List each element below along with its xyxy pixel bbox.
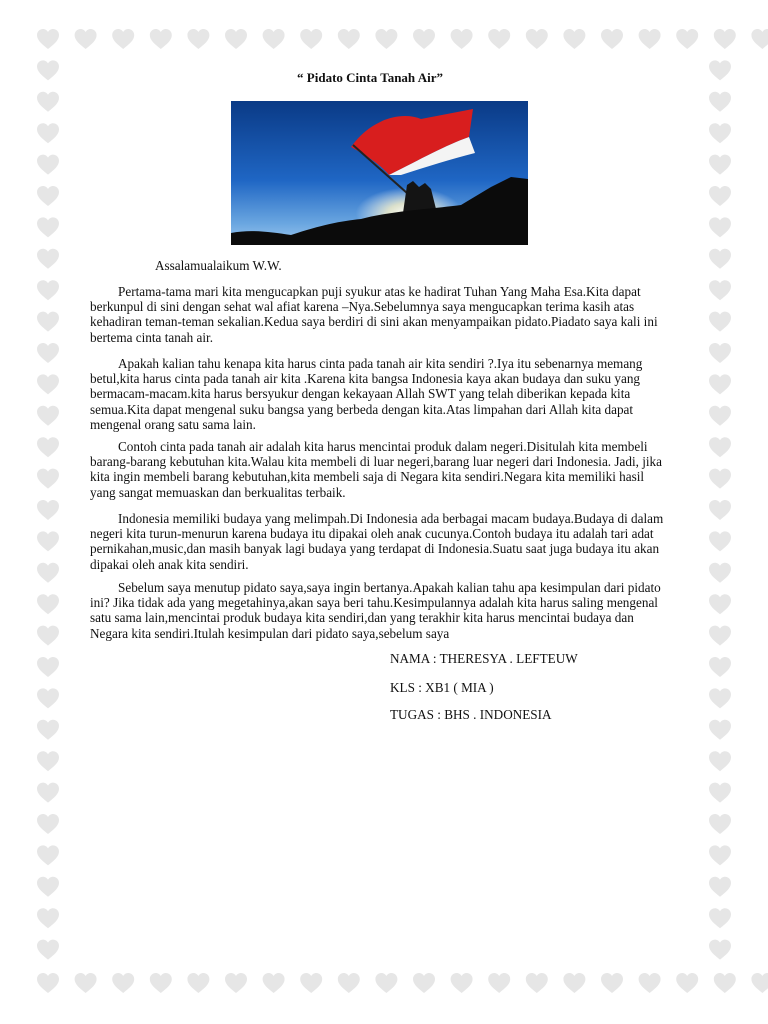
heart-icon: [714, 973, 736, 993]
heart-icon: [300, 973, 322, 993]
heart-icon: [709, 406, 731, 426]
heart-icon: [37, 469, 59, 489]
heart-icon: [187, 29, 209, 49]
heart-icon: [709, 280, 731, 300]
heart-icon: [709, 469, 731, 489]
heart-icon: [75, 29, 97, 49]
heart-icon: [225, 29, 247, 49]
heart-icon: [488, 29, 510, 49]
heart-icon: [751, 29, 768, 49]
heart-icon: [709, 500, 731, 520]
heart-icon: [709, 877, 731, 897]
heart-icon: [709, 720, 731, 740]
paragraph-5: Sebelum saya menutup pidato saya,saya ingin bertanya.Apakah kalian tahu apa kesimpulan dari pidato ini? Jika tidak ada yang megetahinya,akan saya beri tahu.Kesimpulannya adalah kita harus saling mengenal satu sama lain,mencintai produk budaya kita sendiri,dan yang terakhir kita harus mencintai budaya dan Negara kita sendiri.Itulah kesimpulan dari pidato saya,sebelum saya: [90, 580, 661, 641]
heart-icon: [413, 973, 435, 993]
heart-icon: [37, 814, 59, 834]
heart-icon: [37, 92, 59, 112]
heart-icon: [37, 155, 59, 175]
heart-icon: [709, 249, 731, 269]
document-title: “ Pidato Cinta Tanah Air”: [297, 70, 443, 85]
heart-icon: [375, 973, 397, 993]
heart-icon: [150, 973, 172, 993]
heart-icon: [563, 29, 585, 49]
heart-icon: [709, 751, 731, 771]
heart-icon: [225, 973, 247, 993]
heart-icon: [451, 973, 473, 993]
heart-icon: [709, 626, 731, 646]
heart-icon: [37, 626, 59, 646]
heart-icon: [112, 973, 134, 993]
heart-icon: [709, 814, 731, 834]
heart-icon: [709, 845, 731, 865]
heart-icon: [37, 973, 59, 993]
heart-icon: [37, 343, 59, 363]
heart-icon: [451, 29, 473, 49]
heart-icon: [37, 312, 59, 332]
heart-icon: [714, 29, 736, 49]
heart-icon: [75, 973, 97, 993]
heart-icon: [300, 29, 322, 49]
heart-icon: [37, 940, 59, 960]
heart-icon: [37, 877, 59, 897]
heart-icon: [709, 374, 731, 394]
heart-icon: [526, 973, 548, 993]
heart-icon: [37, 217, 59, 237]
signature-class: KLS : XB1 ( MIA ): [390, 680, 494, 695]
heart-icon: [375, 29, 397, 49]
paragraph-3: Contoh cinta pada tanah air adalah kita harus mencintai produk dalam negeri.Disitulah kita membeli barang-barang kebutuhan kita.Walau kita membeli di luar negeri,barang luar negeri dari Indonesia. Jadi, jika kita ingin membeli barang kebutuhan,kita membeli saja di Negara kita sendiri.Negara kita memiliki hasil yang sangat memuaskan dan berkualitas terbaik.: [90, 439, 663, 500]
heart-icon: [709, 908, 731, 928]
heart-icon: [709, 312, 731, 332]
heart-icon: [37, 29, 59, 49]
heart-icon: [37, 374, 59, 394]
heart-icon: [37, 123, 59, 143]
paragraph-2: Apakah kalian tahu kenapa kita harus cinta pada tanah air kita sendiri ?.Iya itu sebenarnya memang betul,kita harus cinta pada tanah air kita .Karena kita bangsa Indonesia kaya akan budaya dan suku yang bermacam-macam.kita harus bersyukur dengan kekayaan Allah SWT yang telah diberikan kepada kita semua.Kita dapat mengenal suku bangsa yang berbeda dengan kita.Atas limpahan dari Allah kita dapat mengenal orang satu sama lain.: [90, 356, 643, 432]
heart-icon: [709, 92, 731, 112]
heart-icon: [751, 973, 768, 993]
heart-icon: [709, 437, 731, 457]
heart-icon: [37, 406, 59, 426]
heart-icon: [676, 29, 698, 49]
heart-icon: [37, 186, 59, 206]
heart-icon: [37, 783, 59, 803]
heart-icon: [37, 500, 59, 520]
heart-icon: [639, 973, 661, 993]
heart-icon: [37, 845, 59, 865]
heart-icon: [709, 343, 731, 363]
heart-icon: [37, 249, 59, 269]
paragraph-4: Indonesia memiliki budaya yang melimpah.Di Indonesia ada berbagai macam budaya.Budaya di dalam negeri kita turun-menurun karena budaya itu dipakai oleh anak cucunya.Contoh budaya itu adalah tari adat pernikahan,music,dan masih banyak lagi budaya yang terdapat di Indonesia.Suatu saat juga budaya itu akan dipakai oleh anak kita sendiri.: [90, 511, 664, 572]
flag-photo: [231, 101, 528, 245]
heart-icon: [709, 531, 731, 551]
heart-icon: [709, 940, 731, 960]
greeting: Assalamualaikum W.W.: [155, 258, 282, 273]
heart-icon: [676, 973, 698, 993]
heart-icon: [37, 657, 59, 677]
heart-icon: [709, 155, 731, 175]
heart-icon: [37, 751, 59, 771]
signature-task: TUGAS : BHS . INDONESIA: [390, 707, 552, 722]
heart-icon: [37, 594, 59, 614]
heart-icon: [709, 594, 731, 614]
heart-icon: [338, 973, 360, 993]
heart-icon: [37, 688, 59, 708]
signature-name: NAMA : THERESYA . LEFTEUW: [390, 651, 578, 666]
heart-icon: [709, 186, 731, 206]
heart-icon: [187, 973, 209, 993]
heart-icon: [150, 29, 172, 49]
heart-icon: [639, 29, 661, 49]
heart-icon: [601, 29, 623, 49]
heart-icon: [709, 688, 731, 708]
heart-icon: [526, 29, 548, 49]
heart-icon: [563, 973, 585, 993]
heart-icon: [37, 563, 59, 583]
heart-icon: [112, 29, 134, 49]
heart-icon: [37, 531, 59, 551]
heart-icon: [37, 280, 59, 300]
heart-icon: [488, 973, 510, 993]
heart-icon: [263, 29, 285, 49]
heart-icon: [263, 973, 285, 993]
heart-icon: [709, 657, 731, 677]
heart-icon: [37, 437, 59, 457]
heart-icon: [37, 908, 59, 928]
heart-icon: [709, 783, 731, 803]
heart-icon: [37, 720, 59, 740]
heart-icon: [413, 29, 435, 49]
heart-icon: [709, 217, 731, 237]
heart-icon: [601, 973, 623, 993]
heart-icon: [338, 29, 360, 49]
paragraph-1: Pertama-tama mari kita mengucapkan puji syukur atas ke hadirat Tuhan Yang Maha Esa.Kita dapat berkunpul di sini dengan sehat wal afiat karena –Nya.Sebelumnya saya mengucapkan terima kasih atas kehadiran teman-teman sekalian.Kedua saya berdiri di sini akan menyampaikan pidato.Piadato saya kali ini bertema cinta tanah air.: [90, 284, 658, 345]
heart-icon: [709, 123, 731, 143]
heart-icon: [709, 563, 731, 583]
